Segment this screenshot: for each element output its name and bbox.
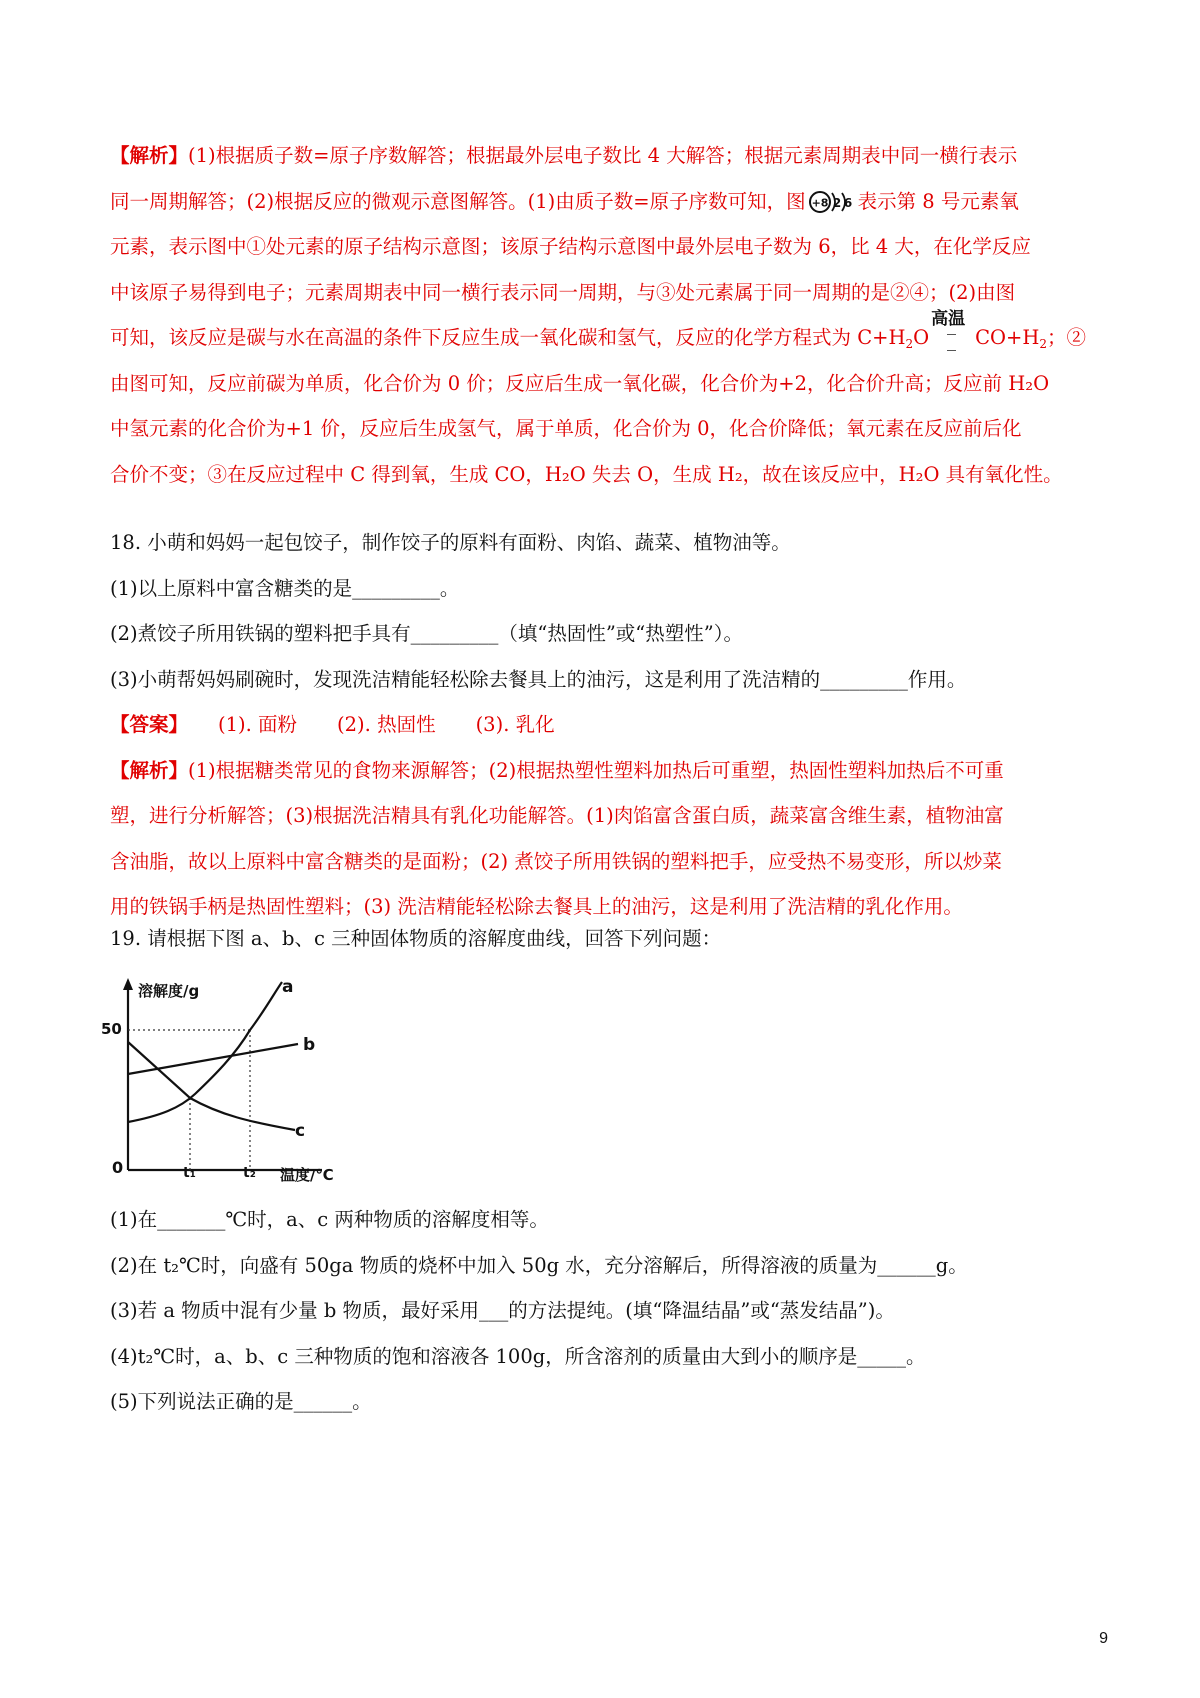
answer-1: (1). 面粉 (218, 713, 298, 736)
question-19 (110, 916, 1100, 962)
question-part: (3)若 a 物质中混有少量 b 物质，最好采用___的方法提纯。(填“降温结晶”或“蒸发结晶”)。 (110, 1299, 895, 1322)
analysis-line: 含油脂，故以上原料中富含糖类的是面粉；(2) 煮饺子所用铁锅的塑料把手，应受热不易变形，所以炒菜 (110, 849, 1002, 873)
origin-label: 0 (112, 1158, 124, 1177)
answer-tag: 【答案】 (110, 713, 189, 736)
question-part: (3)小萌帮妈妈刷碗时，发现洗洁精能轻松除去餐具上的油污，这是利用了洗洁精的_________作用。 (110, 667, 967, 691)
x-axis-label: 温度/℃ (280, 1166, 334, 1184)
analysis-line: 元素，表示图中①处元素的原子结构示意图；该原子结构示意图中最外层电子数为 6，比 4 大，在化学反应 (110, 235, 1031, 258)
question-part: (5)下列说法正确的是______。 (110, 1390, 372, 1413)
question-part: (1)以上原料中富含糖类的是_________。 (110, 576, 460, 600)
y-axis-arrow-icon (123, 978, 133, 990)
analysis-tag: 【解析】 (110, 758, 189, 782)
analysis-line: 合价不变；③在反应过程中 C 得到氧，生成 CO，H₂O 失去 O，生成 H₂，故在该反应中，H₂O 具有氧化性。 (110, 462, 1063, 486)
analysis-line: (1)根据糖类常见的食物来源解答；(2)根据热塑性塑料加热后可重塑，热固性塑料加热后不可重 (188, 758, 1004, 782)
analysis-line: 用的铁锅手柄是热固性塑料；(3) 洗洁精能轻松除去餐具上的油污，这是利用了洗洁精的乳化作用。 (110, 895, 963, 918)
atom-shell-2-label: 6 (843, 196, 852, 210)
atom-nucleus-label: +8 (811, 196, 829, 210)
subscript: 2 (1039, 337, 1048, 351)
series-label-b: b (303, 1035, 316, 1055)
question-part: (2)煮饺子所用铁锅的塑料把手具有_________（填“热固性”或“热塑性”）。 (110, 622, 743, 645)
y-axis-label: 溶解度/g (138, 982, 200, 1000)
answer-2: (2). 热固性 (337, 713, 436, 736)
analysis-line: 可知，该反应是碳与水在高温的条件下反应生成一氧化碳和氢气，反应的化学方程式为 C+H (110, 326, 906, 349)
series-label-a: a (282, 977, 294, 997)
x-tick-label: t₂ (243, 1165, 256, 1181)
answer-line (110, 702, 1100, 748)
analysis-line: 中氢元素的化合价为+1 价，反应后生成氢气，属于单质，化合价为 0，化合价降低；氧元素在反应前后化 (110, 417, 1022, 440)
answer-3: (3). 乳化 (475, 713, 555, 736)
condition-label: 高温 (931, 308, 966, 329)
analysis-17 (110, 133, 1100, 497)
y-tick-label: 50 (101, 1020, 122, 1038)
analysis-line: (1)根据质子数=原子序数解答；根据最外层电子数比 4 大解答；根据元素周期表中同一横行表示 (188, 144, 1018, 167)
curve-b (128, 1044, 298, 1074)
oxygen-atom-structure-icon (808, 187, 856, 217)
x-tick-label: t₁ (183, 1165, 196, 1181)
analysis-line: 表示第 8 号元素氧 (857, 189, 1019, 213)
analysis-line: 同一周期解答；(2)根据反应的微观示意图解答。(1)由质子数=原子序数可知，图 (110, 189, 806, 213)
analysis-line: 中该原子易得到电子；元素周期表中同一横行表示同一周期，与③处元素属于同一周期的是②④；(2)由图 (110, 280, 1016, 304)
question-part: (1)在_______℃时，a、c 两种物质的溶解度相等。 (110, 1208, 549, 1231)
page-number: 9 (1099, 1630, 1108, 1647)
question-stem: 18. 小萌和妈妈一起包饺子，制作饺子的原料有面粉、肉馅、蔬菜、植物油等。 (110, 531, 791, 554)
question-18 (110, 520, 1100, 930)
solubility-chart (100, 970, 360, 1190)
question-stem: 19. 请根据下图 a、b、c 三种固体物质的溶解度曲线，回答下列问题： (110, 927, 722, 950)
subscript: 2 (905, 337, 914, 351)
reaction-condition (929, 308, 975, 354)
analysis-line: 由图可知，反应前碳为单质，化合价为 0 价；反应后生成一氧化碳，化合价为+2，化合价升高；反应前 H₂O (110, 371, 1050, 395)
analysis-text: CO+H (975, 326, 1040, 349)
series-label-c: c (295, 1121, 306, 1141)
analysis-text: O (913, 326, 930, 349)
question-part: (2)在 t₂℃时，向盛有 50ga 物质的烧杯中加入 50g 水，充分溶解后，所得溶液的质量为______g。 (110, 1253, 968, 1277)
question-19-parts (110, 1197, 1100, 1425)
analysis-tag: 【解析】 (110, 144, 189, 167)
question-part: (4)t₂℃时，a、b、c 三种物质的饱和溶液各 100g，所含溶剂的质量由大到小的顺序是_____。 (110, 1344, 926, 1368)
atom-shell-1-label: 2 (832, 196, 841, 210)
analysis-text: ；② (1047, 326, 1087, 349)
analysis-line: 塑，进行分析解答；(3)根据洗洁精具有乳化功能解答。(1)肉馅富含蛋白质，蔬菜富含维生素，植物油富 (110, 804, 1004, 827)
